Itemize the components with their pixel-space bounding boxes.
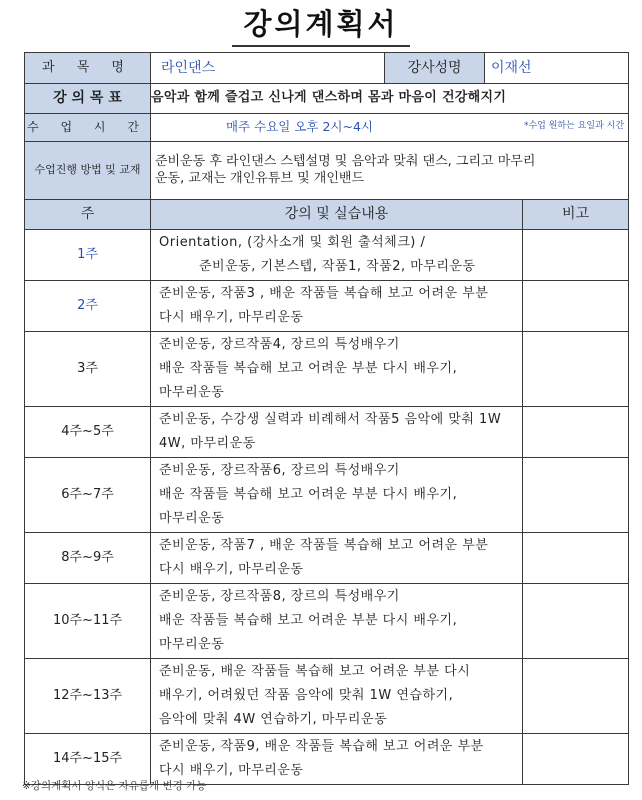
week-cell: 4주~5주: [25, 407, 151, 458]
schedule-row: [25, 281, 629, 332]
note-cell: [523, 659, 629, 734]
instructor-label: 강사성명: [385, 53, 485, 84]
content-line: 배운 작품들 복습해 보고 어려운 부분 다시 배우기,: [159, 487, 458, 502]
content-cell: [151, 734, 523, 785]
schedule-row: [25, 659, 629, 734]
content-line: 준비운동, 배운 작품들 복습해 보고 어려운 부분 다시: [159, 664, 471, 679]
course-row: [25, 53, 629, 84]
content-line: 배운 작품들 복습해 보고 어려운 부분 다시 배우기,: [159, 613, 458, 628]
note-cell: [523, 407, 629, 458]
content-line: 음악에 맞춰 4W 연습하기, 마무리운동: [159, 712, 388, 727]
method-line-2: 운동, 교재는 개인유튜브 및 개인밴드: [155, 170, 365, 186]
note-cell: [523, 281, 629, 332]
title-underline: [232, 45, 410, 47]
content-cell: [151, 230, 523, 281]
content-cell: [151, 407, 523, 458]
week-cell: 3주: [25, 332, 151, 407]
schedule-row: [25, 734, 629, 785]
week-cell: 8주~9주: [25, 533, 151, 584]
schedule-row: [25, 230, 629, 281]
schedule-row: [25, 407, 629, 458]
note-cell: [523, 458, 629, 533]
content-line: 배운 작품들 복습해 보고 어려운 부분 다시 배우기,: [159, 361, 458, 376]
footnote: ※강의계획서 양식은 자유롭게 변경 가능: [22, 780, 207, 792]
note-cell: [523, 734, 629, 785]
note-cell: [523, 230, 629, 281]
note-column-header: 비고: [523, 200, 629, 230]
content-line: 다시 배우기, 마무리운동: [159, 562, 304, 577]
content-cell: [151, 281, 523, 332]
content-line: 다시 배우기, 마무리운동: [159, 310, 304, 325]
note-cell: [523, 584, 629, 659]
content-line: 준비운동, 장르작품6, 장르의 특성배우기: [159, 463, 400, 478]
content-cell: [151, 332, 523, 407]
method-label: 수업진행 방법 및 교재: [25, 142, 151, 200]
content-line: 준비운동, 장르작품4, 장르의 특성배우기: [159, 337, 400, 352]
method-line-1: 준비운동 후 라인댄스 스텝설명 및 음악과 맞춰 댄스, 그리고 마무리: [155, 153, 536, 169]
content-line: 준비운동, 작품9, 배운 작품들 복습해 보고 어려운 부분: [159, 739, 484, 754]
content-line: 준비운동, 작품3 , 배운 작품들 복습해 보고 어려운 부분: [159, 286, 489, 301]
week-cell: 12주~13주: [25, 659, 151, 734]
document-title: 강의계획서: [243, 7, 399, 41]
schedule-row: [25, 584, 629, 659]
week-cell: 6주~7주: [25, 458, 151, 533]
week-cell: 1주: [25, 230, 151, 281]
note-cell: [523, 533, 629, 584]
schedule-row: [25, 533, 629, 584]
time-label: 수 업 시 간: [25, 114, 151, 142]
goal-label: 강 의 목 표: [25, 84, 151, 114]
content-column-header: 강의 및 실습내용: [151, 200, 523, 230]
time-note: *수업 원하는 요일과 시간: [523, 121, 625, 131]
schedule-header-row: [25, 200, 629, 230]
course-label: 과 목 명: [25, 53, 151, 84]
time-value: 매주 수요일 오후 2시~4시: [226, 119, 373, 134]
content-line: 준비운동, 작품7 , 배운 작품들 복습해 보고 어려운 부분: [159, 538, 489, 553]
note-cell: [523, 332, 629, 407]
schedule-row: [25, 458, 629, 533]
method-value: [151, 142, 629, 200]
content-line: 준비운동, 장르작품8, 장르의 특성배우기: [159, 589, 400, 604]
schedule-row: [25, 332, 629, 407]
week-cell: 14주~15주: [25, 734, 151, 785]
method-row: [25, 142, 629, 200]
content-cell: [151, 584, 523, 659]
content-line: 준비운동, 기본스텝, 작품1, 작품2, 마무리운동: [199, 259, 476, 274]
week-cell: 10주~11주: [25, 584, 151, 659]
content-line: 마무리운동: [159, 385, 225, 400]
content-line: 다시 배우기, 마무리운동: [159, 763, 304, 778]
content-line: Orientation, (강사소개 및 회원 출석체크) /: [159, 235, 426, 250]
content-line: 준비운동, 수강생 실력과 비례해서 작품5 음악에 맞춰 1W: [159, 412, 502, 427]
lecture-plan-table: [24, 52, 629, 785]
time-cell: [151, 114, 629, 142]
content-cell: [151, 533, 523, 584]
content-cell: [151, 458, 523, 533]
content-line: 4W, 마무리운동: [159, 436, 256, 451]
content-line: 마무리운동: [159, 637, 225, 652]
course-value: 라인댄스: [151, 53, 385, 84]
goal-value: 음악과 함께 즐겁고 신나게 댄스하며 몸과 마음이 건강해지기: [151, 84, 629, 114]
goal-row: [25, 84, 629, 114]
week-column-header: 주: [25, 200, 151, 230]
content-cell: [151, 659, 523, 734]
instructor-value: 이재선: [485, 53, 629, 84]
time-row: [25, 114, 629, 142]
content-line: 배우기, 어려웠던 작품 음악에 맞춰 1W 연습하기,: [159, 688, 454, 703]
week-cell: 2주: [25, 281, 151, 332]
content-line: 마무리운동: [159, 511, 225, 526]
